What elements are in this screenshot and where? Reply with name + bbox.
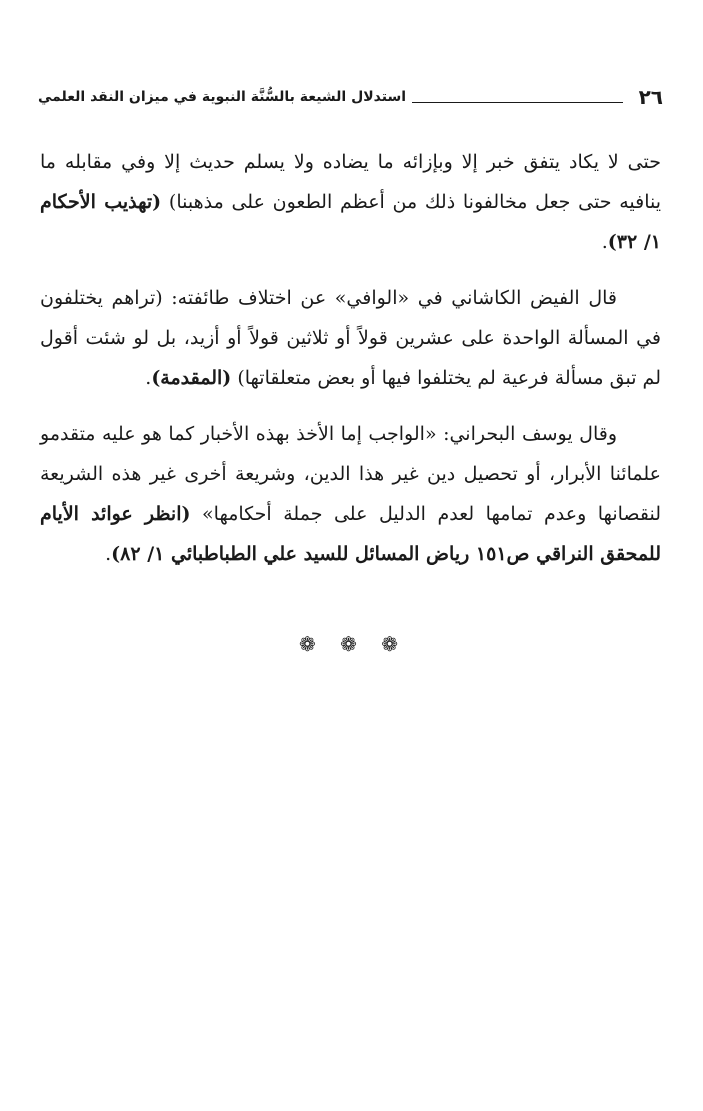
paragraph-1-text: حتى لا يكاد يتفق خبر إلا وبإزائه ما يضاده ولا يسلم حديث إلا وفي مقابله ما ينافيه حتى جعل مخالفونا ذلك من أعظم الطعون على مذهبنا) <box>40 151 662 213</box>
paragraph-3-text: وقال يوسف البحراني: «الواجب إما الأخذ بهذه الأخبار كما هو عليه متقدمو علمائنا الأبرار، أو تحصيل دين غير هذا الدين، وشريعة أخرى غير هذه الشريعة لنقصانها وعدم تمامها لعدم الدليل على جملة أحكامها» <box>40 423 662 525</box>
paragraph-1-reference: (تهذيب الأحكام ١/ ٣٢) <box>40 191 661 253</box>
paragraph-2-reference: (المقدمة) <box>151 367 232 389</box>
paragraph-3-reference: (انظر عوائد الأيام للمحقق النراقي ص١٥١ رياض المسائل للسيد علي الطباطبائي ١/ ٨٢) <box>40 503 661 565</box>
header-rule <box>412 102 623 103</box>
running-title: استدلال الشيعة بالسُّنَّة النبوية في ميزان النقد العلمي <box>38 89 407 105</box>
paragraph-3-end: . <box>105 543 112 565</box>
flower-ornament-icon: ❁ <box>381 632 404 656</box>
flower-ornament-icon: ❁ <box>340 632 363 656</box>
paragraph-3 <box>40 414 661 574</box>
paragraph-1 <box>40 142 661 262</box>
paragraph-2 <box>40 278 661 398</box>
paragraph-2-end: . <box>145 367 152 389</box>
flower-ornament-icon: ❁ <box>298 632 322 656</box>
paragraph-2-text: قال الفيض الكاشاني في «الوافي» عن اختلاف طائفته: (تراهم يختلفون في المسألة الواحدة على عشرين قولاً أو ثلاثين قولاً أو أزيد، بل لو شئت أقول لم تبق مسألة فرعية لم يختلفوا فيها أو بعض متعلقاتها) <box>40 287 661 389</box>
paragraph-1-end: . <box>601 231 608 253</box>
section-ornaments <box>0 632 703 656</box>
body-text <box>40 142 661 590</box>
page-number: ٢٦ <box>638 85 663 109</box>
page-header <box>38 78 663 108</box>
